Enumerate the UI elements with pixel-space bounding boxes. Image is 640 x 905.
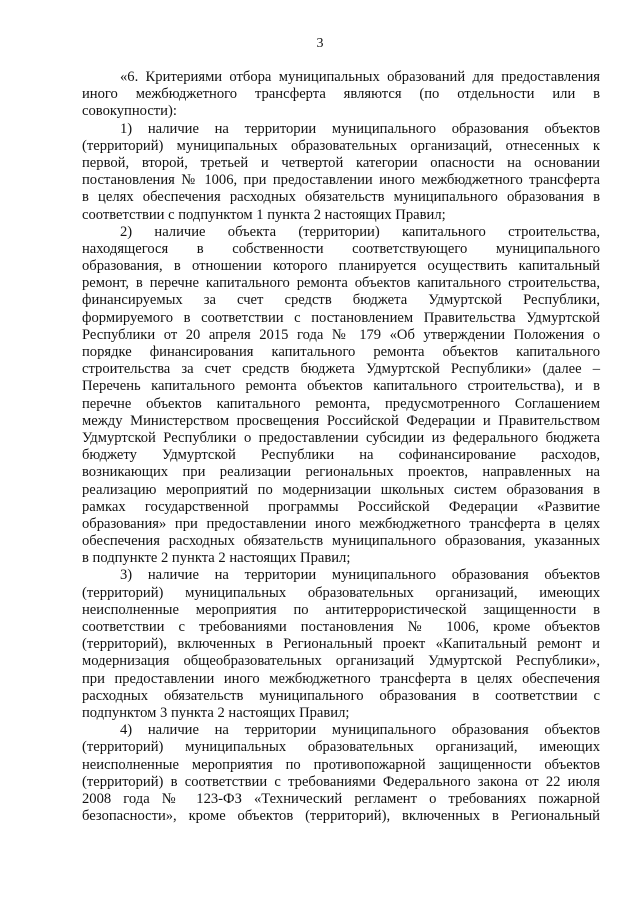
text-line: возникающих при реализации региональных проектов, направленных на xyxy=(82,464,600,481)
text-line: формируемого в соответствии с постановлением Правительства Удмуртской xyxy=(82,309,600,326)
text-line: реализацию мероприятий по модернизации школьных систем образования в xyxy=(82,481,600,498)
text-line: 3) наличие на территории муниципального образования объектов xyxy=(120,567,600,584)
text-line: первой, второй, третьей и четвертой категории опасности на основании xyxy=(82,154,600,171)
text-line: (территорий) муниципальных образовательных организаций, имеющих xyxy=(82,739,600,756)
text-line: порядке финансирования капитального ремонта объектов капитального xyxy=(82,344,600,360)
text-line: Республики от 20 апреля 2015 года № 179 «Об утверждении Положения о xyxy=(82,326,600,343)
text-line: неисполненные мероприятия по антитеррористической защищенности в xyxy=(82,601,600,618)
page-number: 3 xyxy=(316,36,324,51)
text-line: обеспечения расходных обязательств муниципального образования, указанных xyxy=(82,533,600,550)
text-line: (территорий) муниципальных образовательных организаций, отнесенных к xyxy=(82,137,600,154)
text-line: (территорий), включенных в Региональный проект «Капитальный ремонт и xyxy=(82,636,600,653)
text-line: иного межбюджетного трансферта являются (по отдельности или в xyxy=(82,86,600,103)
document-body xyxy=(82,69,600,825)
text-line: «6. Критериями отбора муниципальных образований для предоставления xyxy=(120,69,600,85)
text-line: 1) наличие на территории муниципального образования объектов xyxy=(120,120,600,137)
text-line: между Министерством просвещения Российской Федерации и Правительством xyxy=(82,412,600,429)
text-line: соответствии с подпунктом 1 пункта 2 настоящих Правил; xyxy=(82,206,446,223)
text-line: соответствии с требованиями постановления № 1006, кроме объектов xyxy=(82,619,600,635)
text-line: в целях обеспечения расходных обязательств муниципального образования в xyxy=(82,189,600,206)
text-line: модернизация общеобразовательных организаций Удмуртской Республики», xyxy=(82,653,600,670)
text-line: (территорий) муниципальных образовательных организаций, имеющих xyxy=(82,584,600,601)
text-line: рамках государственной программы Российской Федерации «Развитие xyxy=(82,498,600,515)
text-line: ремонт, в перечне капитального ремонта объектов капитального строительства, xyxy=(82,275,600,292)
text-line: перечне объектов капитального ремонта, предусмотренного Соглашением xyxy=(82,395,600,412)
text-line: образования, в отношении которого планируется осуществить капитальный xyxy=(82,258,600,275)
text-line: неисполненные мероприятия по противопожарной защищенности объектов xyxy=(82,756,600,773)
text-line: 2) наличие объекта (территории) капитального строительства, xyxy=(120,223,600,240)
text-line: образования» при предоставлении иного межбюджетного трансферта в целях xyxy=(82,515,600,532)
text-line: 4) наличие на территории муниципального образования объектов xyxy=(120,722,600,739)
text-line: Перечень капитального ремонта объектов капитального строительства), и в xyxy=(82,378,600,395)
text-line: постановления № 1006, при предоставлении иного межбюджетного трансферта xyxy=(82,172,600,189)
text-line: подпунктом 3 пункта 2 настоящих Правил; xyxy=(82,704,350,721)
text-line: совокупности): xyxy=(82,103,177,120)
text-line: 2008 года № 123-ФЗ «Технический регламент о требованиях пожарной xyxy=(82,790,600,807)
text-line: финансируемых за счет средств бюджета Удмуртской Республики, xyxy=(82,292,600,309)
text-line: в подпункте 2 пункта 2 настоящих Правил; xyxy=(82,550,351,567)
text-line: находящегося в собственности соответствующего муниципального xyxy=(82,240,600,257)
text-line: бюджету Удмуртской Республики на софинансирование расходов, xyxy=(82,447,600,464)
text-line: расходных обязательств муниципального образования в соответствии с xyxy=(82,687,600,704)
text-line: Удмуртской Республики о предоставлении субсидии из федерального бюджета xyxy=(82,429,600,446)
text-line: при предоставлении иного межбюджетного трансферта в целях обеспечения xyxy=(82,670,600,687)
text-line: строительства за счет средств бюджета Удмуртской Республики» (далее – xyxy=(82,361,600,378)
text-line: (территорий) в соответствии с требованиями Федерального закона от 22 июля xyxy=(82,773,600,790)
text-line: безопасности», кроме объектов (территорий), включенных в Региональный xyxy=(82,808,600,825)
